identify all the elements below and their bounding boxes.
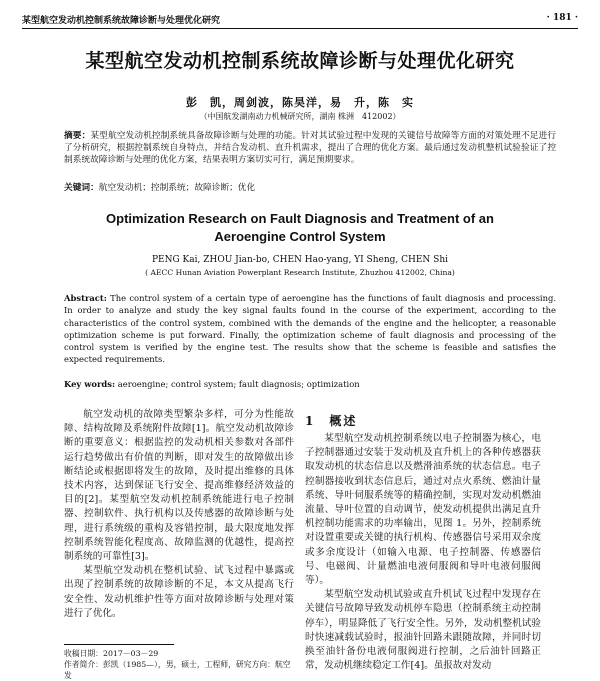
affiliation-en: ( AECC Hunan Aviation Powerplant Research Institute, Zhuzhou 412002, China) xyxy=(145,268,455,277)
footnote-received: 收稿日期：2017－03－29 xyxy=(64,649,159,658)
authors-en: PENG Kai, ZHOU Jian-bo, CHEN Hao-yang, YI Sheng, CHEN Shi xyxy=(151,255,448,265)
abstract-cn xyxy=(64,130,556,167)
intro-column xyxy=(64,408,294,621)
footnote-rule xyxy=(64,644,174,645)
footnote-author: 作者简介：彭凯（1985—），男，硕士，工程师，研究方向：航空发 xyxy=(64,660,291,680)
keywords-en-label: Key words: xyxy=(64,379,116,389)
paper-title-en-line1: Optimization Research on Fault Diagnosis and Treatment of an xyxy=(106,211,494,226)
paper-title-en xyxy=(0,210,600,246)
abstract-cn-text: 某型航空发动机控制系统具备故障诊断与处理的功能。针对其试验过程中发现的关键信号故障等方面的对策处理不足进行了分析研究，根据控制系统自身特点，并结合发动机、直升机需求，提出了合理的优化方案。最后通过发动机整机试验验证了控制系统故障诊断与处理的优化方案，结果表明方案切实可行，满足预期要求。 xyxy=(64,131,557,166)
paper-title-cn: 某型航空发动机控制系统故障诊断与处理优化研究 xyxy=(85,50,515,72)
section-1-paragraph-1: 某型航空发动机控制系统以电子控制器为核心，电子控制器通过安装于发动机及直升机上的各种传感器获取发动机的状态信息以及燃滑油系统的状态信息。电子控制器接收到状态信息后，通过对点火系统、燃油计量系统、导叶伺服系统等的精确控制，实现对发动机燃油流量、导叶位置的自动调节，使发动机提供出满足直升机控制功能需求的功率输出，见图 1。另外，控制系统对设置重要或关键的执行机构、传感器信号采用双余度或多余度设计（如输入电源、电子控制器、传感器信号、电磁阀、计量燃油电液伺服阀和导叶电液伺服阀等）。 xyxy=(305,433,541,587)
section-1-title: 概述 xyxy=(329,414,358,428)
section-1-heading xyxy=(305,412,357,429)
keywords-cn-text: 航空发动机；控制系统；故障诊断；优化 xyxy=(98,183,256,193)
keywords-cn xyxy=(64,182,556,194)
header-rule xyxy=(22,28,578,29)
section-1-number: 1 xyxy=(305,414,316,428)
paper-title-en-line2: Aeroengine Control System xyxy=(214,229,386,244)
authors-cn: 彭 凯，周剑波，陈昊洋，易 升，陈 实 xyxy=(186,96,414,109)
page-number: · 181 · xyxy=(546,13,578,23)
section-1-column xyxy=(305,432,541,673)
affiliation-cn: （中国航发湖南动力机械研究所，湖南 株洲 412002） xyxy=(199,112,401,121)
running-header-title: 某型航空发动机控制系统故障诊断与处理优化研究 xyxy=(22,16,221,26)
abstract-cn-label: 摘要： xyxy=(64,131,91,141)
intro-paragraph-2: 某型航空发动机在整机试验、试飞过程中暴露或出现了控制系统的故障诊断的不足，本文从提高飞行安全性、发动机维护性等方面对故障诊断与处理对策进行了优化。 xyxy=(64,565,294,619)
running-header xyxy=(22,10,578,26)
abstract-en-text: The control system of a certain type of aeroengine has the functions of fault diagnosis and processing. In order to analyze and study the key signal faults found in the course of the experiment, according to the characteristics of the control system, combined with the demands of the engine and the helicopter, a reasonable optimization scheme is put forward. Finally, the optimization scheme of fault diagnosis and processing of the control system is verified by the engine test. The results show that the scheme is feasible and satisfies the expected requirements. xyxy=(64,293,556,365)
intro-paragraph-1: 航空发动机的故障类型繁杂多样，可分为性能故障、结构故障及系统附件故障[1]。航空发动机故障诊断的重要意义：根据监控的发动机相关参数对各部件运行趋势做出有价值的判断，即对发生的故障做出诊断结论或根据即将发生的故障，及时提出维修的具体技术内容，达到保证飞行安全、提高维修经济效益的目的[2]。某型航空发动机控制系统能进行电子控制器、控制软件、执行机构以及传感器的故障诊断与处理，进行系统级的重构及容错控制，最大限度地发挥控制系统智能化程度高、故障监测的优越性，提高控制系统的可靠性[3]。 xyxy=(64,409,294,563)
keywords-en-text: aeroengine; control system; fault diagnosis; optimization xyxy=(117,379,360,389)
abstract-en-label: Abstract: xyxy=(64,293,107,303)
keywords-en xyxy=(64,378,556,390)
abstract-en xyxy=(64,292,556,366)
keywords-cn-label: 关键词： xyxy=(64,183,99,193)
section-1-paragraph-2: 某型航空发动机试验或直升机试飞过程中发现存在关键信号故障导致发动机停车隐患（控制系统主动控制停车），明显降低了飞行安全性。另外，发动机整机试验时快速减载试验时，报油针回路未跟随故障，并同时切换至油针备份电液伺服阀进行控制，之后油针回路正常，发动机继续稳定工作[4]。虽报故对发动 xyxy=(305,589,541,672)
